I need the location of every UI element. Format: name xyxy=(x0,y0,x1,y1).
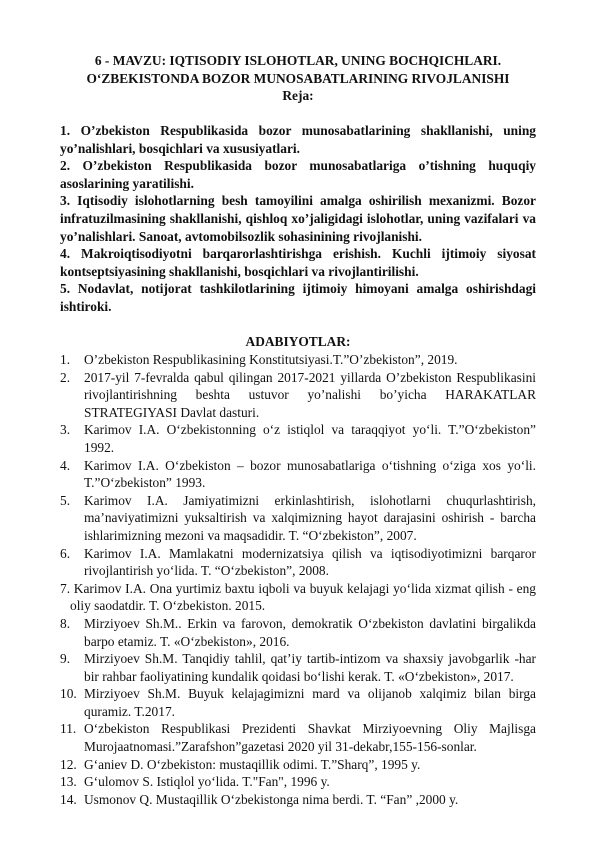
reference-item xyxy=(60,545,536,580)
reference-text: G‘ulomov S. Istiqlol yo‘lida. T."Fan", 1996 y. xyxy=(84,774,330,790)
reference-item xyxy=(60,615,536,650)
reference-text: Karimov I.A. O‘zbekistonning o‘z istiqlol va taraqqiyot yo‘li. T.”O‘zbekiston” 1992. xyxy=(84,422,536,455)
plan-item: 2. O’zbekiston Respublikasida bozor munosabatlariga o’tishning huquqiy asoslarining yaratilishi. xyxy=(60,158,536,191)
reference-number: 8. xyxy=(60,615,71,631)
reference-number: 11. xyxy=(60,721,77,737)
reference-text: Karimov I.A. O‘zbekiston – bozor munosabatlariga o‘tishning o‘ziga xos yo‘li. T.”O‘zbekiston” 1993. xyxy=(84,457,536,491)
plan-item: 5. Nodavlat, notijorat tashkilotlarining ijtimoiy himoyani amalga oshirishdagi ishtiroki. xyxy=(60,281,536,314)
reference-number: 13. xyxy=(60,774,77,790)
references-heading: ADABIYOTLAR: xyxy=(245,334,351,349)
reference-text: 7. Karimov I.A. Ona yurtimiz baxtu iqboli va buyuk kelajagi yo‘lida xizmat qilish - eng oliy saodatdir. T. O‘zbekiston. 2015. xyxy=(60,580,536,614)
reference-item xyxy=(60,773,536,791)
reference-number: 3. xyxy=(60,422,71,438)
reference-number: 2. xyxy=(60,369,71,385)
reference-item xyxy=(60,720,536,755)
reference-number: 4. xyxy=(60,457,71,473)
reference-item xyxy=(60,580,536,615)
plan-item: 1. O’zbekiston Respublikasida bozor munosabatlarining shakllanishi, uning yo’nalishlari, bosqichlari va xususiyatlari. xyxy=(60,123,536,156)
title-line-1: 6 - MAVZU: IQTISODIY ISLOHOTLAR, UNING BOCHQICHLARI. xyxy=(94,53,502,68)
plan-item: 3. Iqtisodiy islohotlarning besh tamoyilini amalga oshirilish mexanizmi. Bozor infratuzilmasining shakllanishi, qishloq xo’jaligidagi islohotlar, uning vazifalari va yo’nalishlari. Sanoat, avtomobilsozlik sohasinining rivojlanishi. xyxy=(60,193,536,244)
reference-item xyxy=(60,457,536,492)
reference-item xyxy=(60,685,536,720)
reference-item xyxy=(60,650,536,685)
reference-item xyxy=(60,791,536,809)
reference-number: 10. xyxy=(60,686,77,702)
reference-text: Karimov I.A. Mamlakatni modernizatsiya qilish va iqtisodiyotimizni barqaror rivojlantirish yo‘lida. T. “O‘zbekiston”, 2008. xyxy=(84,545,536,579)
document-title xyxy=(60,52,536,105)
plan-list xyxy=(60,122,536,316)
plan-heading: Reja: xyxy=(282,88,314,104)
reference-text: 2017-yil 7-fevralda qabul qilingan 2017-2021 yillarda O’zbekiston Respublikasini rivojlantirishning beshta ustuvor yo’nalishi bo’yicha HARAKATLAR STRATEGIYASI Davlat dasturi. xyxy=(84,369,536,420)
reference-number: 5. xyxy=(60,492,71,508)
reference-number: 6. xyxy=(60,545,71,561)
reference-text: Mirziyoev Sh.M. Tanqidiy tahlil, qat’iy tartib-intizom va shaxsiy javobgarlik -har bir rahbar faoliyatining kundalik qoidasi bo‘lishi kerak. T. «O‘zbekiston», 2017. xyxy=(84,651,536,684)
reference-item xyxy=(60,369,536,422)
reference-item xyxy=(60,351,536,369)
reference-text: Karimov I.A. Jamiyatimizni erkinlashtirish, islohotlarni chuqurlashtirish, ma’naviyatimizni yuksaltirish va xalqimizning hayot darajasini oshirish - barcha ishlarimizning mezoni va maqsadidir. T. “O‘zbekiston”, 2007. xyxy=(84,492,536,543)
title-line-2: O‘ZBEKISTONDA BOZOR MUNOSABATLARINING RIVOJLANISHI xyxy=(86,70,510,86)
reference-text: Usmonov Q. Mustaqillik O‘zbekistonga nima berdi. T. “Fan” ,2000 y. xyxy=(84,791,459,807)
reference-number: 14. xyxy=(60,791,77,807)
reference-text: O’zbekiston Respublikasining Konstitutsiyasi.T.”O’zbekiston”, 2019. xyxy=(84,352,458,367)
plan-item: 4. Makroiqtisodiyotni barqarorlashtirishga erishish. Kuchli ijtimoiy siyosat kontseptsiyasining shakllanishi, bosqichlari va rivojlantirilishi. xyxy=(60,246,536,279)
reference-item xyxy=(60,492,536,545)
reference-number: 12. xyxy=(60,756,77,772)
reference-text: Mirziyoev Sh.M.. Erkin va farovon, demokratik O‘zbekiston davlatini birgalikda barpo etamiz. T. «O‘zbekiston», 2016. xyxy=(84,615,536,649)
reference-number: 1. xyxy=(60,352,71,367)
reference-text: Mirziyoev Sh.M. Buyuk kelajagimizni mard va olijanob xalqimiz bilan birga quramiz. T.2017. xyxy=(84,686,536,719)
reference-text: G‘aniev D. O‘zbekiston: mustaqillik odimi. T.”Sharq”, 1995 y. xyxy=(84,756,421,772)
reference-text: O‘zbekiston Respublikasi Prezidenti Shavkat Mirziyoevning Oliy Majlisga Murojaatnomasi.”Zarafshon”gazetasi 2020 yil 31-dekabr,155-156-sonlar. xyxy=(84,721,536,755)
reference-item xyxy=(60,421,536,456)
references-list xyxy=(60,351,536,808)
reference-item xyxy=(60,756,536,774)
reference-number: 9. xyxy=(60,651,71,667)
